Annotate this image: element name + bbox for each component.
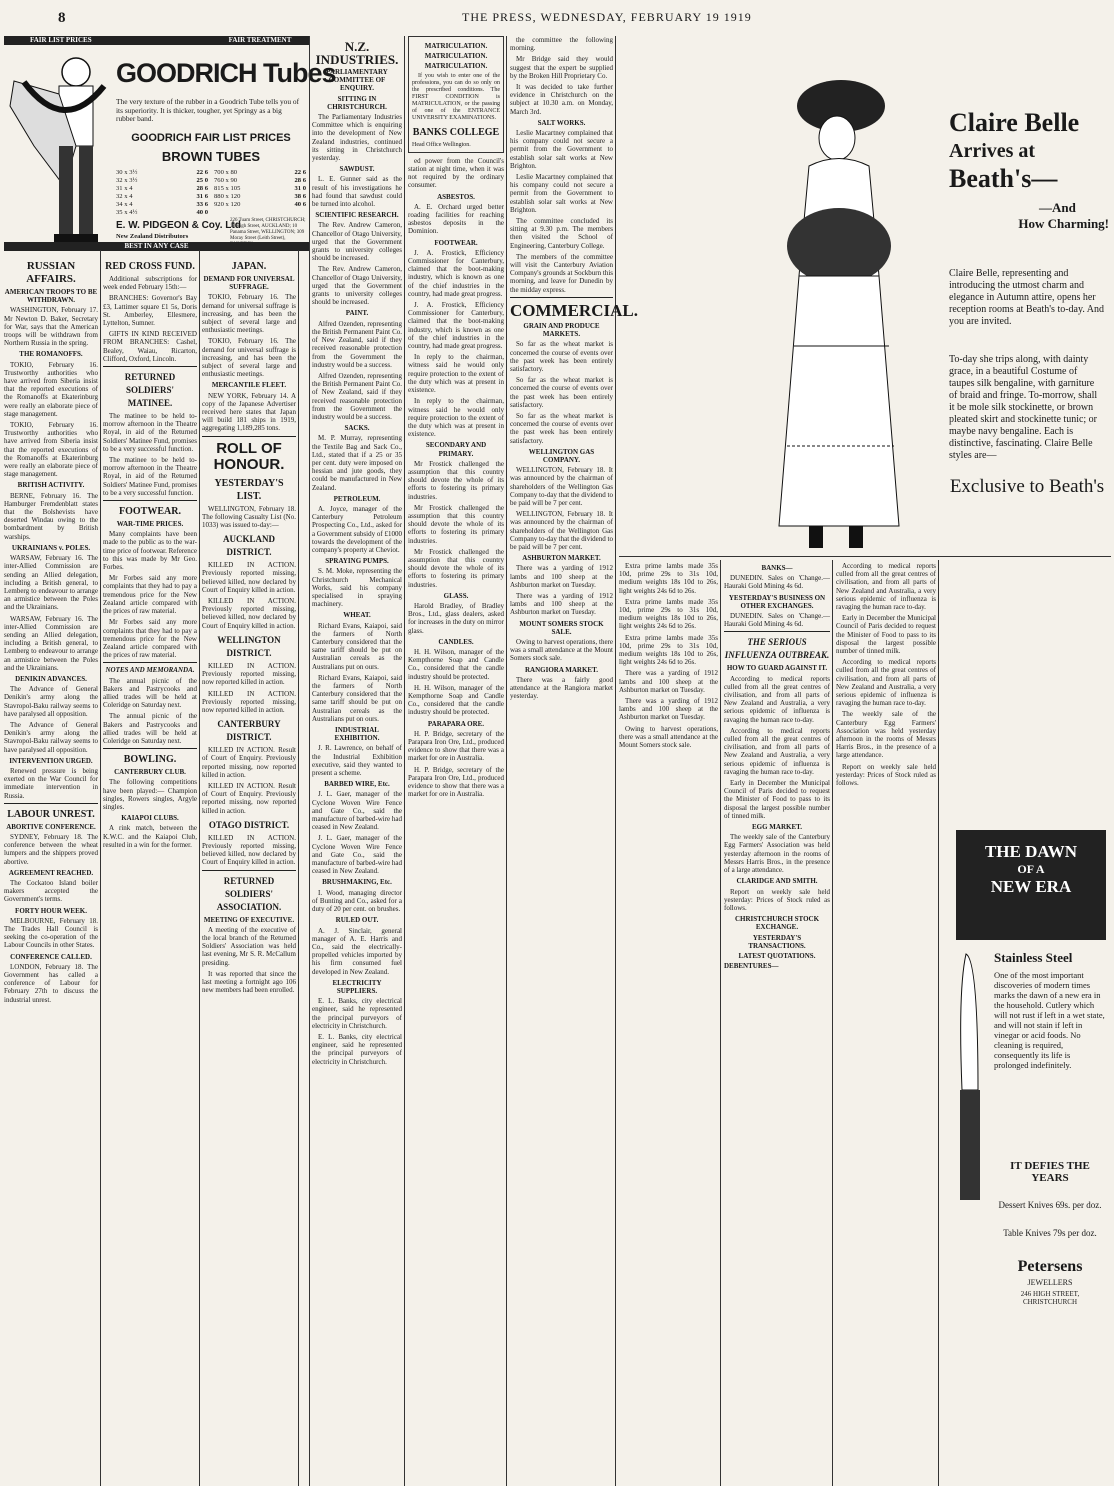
tag-and: —And (1039, 200, 1076, 215)
beaths-ad (619, 36, 1111, 556)
bowling-subhead: KAIAPOI CLUBS. (121, 814, 179, 823)
middle-subhead: FOOTWEAR. (434, 238, 478, 247)
goodrich-body: The very texture of the rubber in a Goodrich Tube tells you of its superiority. It is thicker, tougher, yet Springy as a big rubber band. (116, 97, 300, 124)
dawn-line: THE DAWN (984, 842, 1078, 861)
nz-subhead: WHEAT. (343, 611, 371, 620)
right-para: The members of the committee will visit the Canterbury Aviation Company's grounds at Sockburn this morning, and leave for Dunedin by the midday express. (510, 252, 613, 294)
debentures-head: DEBENTURES— (724, 962, 779, 971)
roll-para: KILLED IN ACTION. Previously reported missing, believed killed, now declared by Court of Enquiry killed in action. (202, 561, 296, 594)
beaths-body2: To-day she trips along, with dainty grace, in a beautiful Costume of taupes silk bengaline, with garniture of braid and fringe. To-morrow, shall it be mole silk stockinette, or brown pleated skirt and stockinette tunic; or maybe navy bengaline. Each is distinctive, fascinating. Claire Belle styles are— (949, 354, 1098, 461)
cyclist-illustration (4, 46, 116, 246)
russian-subhead: INTERVENTION URGED. (9, 756, 93, 765)
tag-charming: How Charming! (1018, 216, 1109, 231)
tube-size: 880 x 120 (214, 193, 241, 200)
tube-price: 38 6 (294, 193, 306, 200)
rsa-subhead: MEETING OF EXECUTIVE. (203, 915, 295, 924)
russian-subhead: FORTY HOUR WEEK. (15, 906, 87, 915)
influenza-column (836, 562, 936, 1482)
tube-size: 31 x 4 (116, 185, 133, 192)
japan-para: TOKIO, February 16. The demand for universal suffrage is increasing, and has been the subject of several large and enthusiastic meetings. (202, 293, 296, 335)
price-table-mm (214, 169, 306, 209)
tube-price: 31 6 (196, 193, 208, 200)
nz-para: The Rev. Andrew Cameron, Chancellor of Otago University, urged that the Government grants to university colleges should be increased. (312, 265, 402, 307)
right-para: So far as the wheat market is concerned the course of events over the past week has been entirely satisfactory. (510, 376, 613, 409)
tube-size: 815 x 105 (214, 185, 241, 192)
middle-para: H. P. Bridge, secretary of the Parapara Iron Ore, Ltd., produced evidence to show that there was a market for ore in Australia. (408, 729, 504, 763)
petersens-name: Petersens (1017, 1258, 1083, 1275)
russian-para: The Advance of General Denikin's army along the Stavropol-Baku railway seems to have paralysed all opposition. (4, 685, 98, 718)
influenza-head: THE SERIOUS INFLUENZA OUTBREAK. (724, 637, 830, 661)
bowling-subhead: CANTERBURY CLUB. (114, 768, 186, 777)
labour-unrest-head: LABOUR UNREST. (7, 808, 95, 820)
footwear-para: Mr Forbes said any more complaints that they had to pay a tremendous price for the New Zealand article compared with the prices of raw material. (103, 574, 197, 616)
nz-subhead: SCIENTIFIC RESEARCH. (315, 211, 399, 220)
goodrich-ad (4, 36, 336, 252)
ad-line: MATRICULATION. (424, 62, 488, 71)
right-para: The committee concluded its sitting at 9.30 p.m. The members then visited the School of Engineering, Canterbury College. (510, 217, 613, 250)
price-row (116, 201, 208, 209)
right-para: It was decided to take further evidence in Christchurch on the subject at 10.30 a.m. on Monday, March 3rd. (510, 83, 613, 116)
nz-subhead: SACKS. (344, 424, 370, 433)
nz-para: A. Joyce, manager of the Canterbury Petroleum Prospecting Co., Ltd., asked for a Government subsidy of £1000 towards the development of the company's property at Cheviot. (312, 504, 402, 554)
russian-para: TOKIO, February 16. Trustworthy authorities who have arrived from Siberia insist that the reported executions of the Romanoffs at Ekaterinburg were really an elaborate piece of stage management. (4, 360, 98, 418)
beaths-body: Claire Belle, representing and introducing the utmost charm and elegance in Autumn attire, opens her reception rooms at Beath's to-day. And you are invited. (949, 268, 1105, 327)
arrives-text: Arrives at (949, 140, 1036, 162)
market-para: Extra prime lambs made 35s 10d, prime 29s to 31s 10d, medium weights 18s 10d to 26s, light weights 24s 6d to 26s. (619, 597, 718, 631)
tube-size: 32 x 4 (116, 193, 133, 200)
japan-head: JAPAN. (231, 261, 267, 272)
district-head: OTAGO DISTRICT. (208, 819, 290, 830)
tube-size: 920 x 120 (214, 201, 241, 208)
matinee-head: RETURNED SOLDIERS' MATINEE. (124, 372, 176, 409)
middle-para: H. P. Bridge, secretary of the Parapara Iron Ore, Ltd., produced evidence to show that there was a market for ore in Australia. (408, 765, 504, 799)
russian-subhead: DENIKIN ADVANCES. (15, 674, 87, 683)
nz-subhead: RULED OUT. (335, 916, 379, 925)
middle-para: In reply to the chairman, witness said he would only require protection to the extent of the duty which was at present in existence. (408, 353, 504, 395)
right-para: There was a fairly good attendance at the Rangiora market yesterday. (510, 675, 613, 701)
russian-affairs-column (4, 256, 98, 1484)
russian-subhead: ABORTIVE CONFERENCE. (6, 822, 96, 831)
right-para: the committee the following morning. (510, 36, 613, 53)
nz-industries-column (312, 36, 402, 1484)
nz-subhead: PAINT. (345, 309, 369, 318)
japan-column (202, 256, 296, 1484)
stainless-body: One of the most important discoveries of modern times marks the dawn of a new era in the household. Cutlery which will not rust if left in a wet state, and will not stain if left in vinegar or acid foods. No cleaning is required, consequently its life is prolonged indefinitely. (994, 970, 1105, 1070)
influenza-para: According to medical reports culled from all the great centres of civilisation, and from all parts of New Zealand and Australia, a very serious epidemic of influenza is ravaging the human race to-day. (724, 674, 830, 724)
page-number: 8 (58, 10, 66, 26)
ad-office: Head Office Wellington. (412, 141, 471, 148)
right-para: There was a yarding of 1912 lambs and 100 sheep at the Ashburton market on Tuesday. (510, 591, 613, 617)
footwear-head: FOOTWEAR. (119, 506, 181, 518)
tube-price: 33 6 (196, 201, 208, 208)
beaths-store: Beath's— (949, 164, 1058, 193)
middle-para: Mr Frostick challenged the assumption that this country should devote the whole of its efforts to fostering its primary industries. (408, 503, 504, 545)
red-cross-para: GIFTS IN KIND RECEIVED FROM BRANCHES: Cashel, Bealey, Waiau, Ricarton, Clifford, Oxford, Lincoln. (103, 330, 197, 363)
fair-list-banner: FAIR LIST PRICES (30, 36, 92, 44)
table-price: Table Knives 79s per doz. (1003, 1228, 1097, 1238)
price-row (116, 209, 208, 217)
tube-price: 40 0 (196, 209, 208, 216)
roll-para: KILLED IN ACTION. Previously reported missing, now reported killed in action. (202, 689, 296, 714)
defies-years: IT DEFIES THE YEARS (1010, 1160, 1090, 1184)
tube-size: 760 x 90 (214, 177, 238, 184)
ad-line: MATRICULATION. (424, 42, 488, 50)
banks-head: BANKS— (761, 564, 793, 572)
footwear-para: Many complaints have been made to the public as to the war-time price of footwear. Reference to this was made by Mr Geo. Forbes. (103, 530, 197, 572)
rsa-para: It was reported that since the last meeting a fortnight ago 106 new members had been enrolled. (202, 969, 296, 995)
district-head: AUCKLAND DISTRICT. (222, 534, 275, 558)
notes-para: The annual picnic of the Bakers and Pastrycooks and allied trades will be held at Coleridge on Saturday next. (103, 712, 197, 745)
claridge-para: Report on weekly sale held yesterday: Prices of Stock ruled as follows. (724, 887, 830, 912)
market-para: Owing to harvest operations, there was a small attendance at the Mount Somers stock sale. (619, 724, 718, 750)
fashion-illustration (749, 46, 929, 556)
influenza-para: Early in December the Municipal Council of Paris decided to request the Minister of Food to pass to its disposal the largest possible number of tinned milk. (836, 614, 936, 656)
right-para: WELLINGTON, February 18. It was announced by the chairman of shareholders of the Wellington Gas Company to-day that the dividend to be paid will be 7 per cent. (510, 510, 613, 551)
russian-para: WASHINGTON, February 17. Mr Newton D. Baker, Secretary for War, says that the American troops will be withdrawn from Northern Russia in the spring. (4, 306, 98, 348)
ad-college-name: BANKS COLLEGE (412, 126, 500, 138)
nz-para: E. L. Banks, city electrical engineer, said he represented the principal purveyors of electricity in Christchurch. (312, 1032, 402, 1066)
red-cross-column (103, 256, 197, 1484)
influenza-para: According to medical reports culled from all the great centres of civilisation, and from all parts of New Zealand and Australia, a very serious epidemic of influenza is ravaging the human race to-day. (836, 658, 936, 708)
red-cross-para: BRANCHES: Governor's Bay £3, Lattimer square £1 5s, Doris St. Amberley, Ellesmere, Lyttelton, Sumner. (103, 294, 197, 328)
middle-subhead: SECONDARY AND PRIMARY. (425, 441, 487, 458)
goodrich-headline: GOODRICH Tubes (116, 58, 336, 88)
claridge-para: Report on weekly sale held yesterday: Prices of Stock ruled as follows. (836, 762, 936, 788)
goodrich-price-head: GOODRICH FAIR LIST PRICES (131, 132, 291, 144)
matinee-para: The matinee to be held to-morrow afternoon in the Theatre Royal, in aid of the Returned Soldiers' Matinee Fund, promises to be a very successful function. (103, 412, 197, 453)
middle-para: Mr Frostick challenged the assumption that this country should devote the whole of its efforts to fostering its primary industries. (408, 547, 504, 589)
roll-of-honour-head: ROLL OF HONOUR. (213, 439, 285, 473)
russian-para: SYDNEY, February 18. The conference between the wheat lumpers and the shippers proved abortive. (4, 832, 98, 866)
russian-head: RUSSIAN AFFAIRS. (26, 260, 76, 285)
middle-para: ed power from the Council's station at night time, when it was not required by the ordinary consumer. (408, 156, 504, 190)
stainless-steel-ad (942, 830, 1110, 1480)
price-row (116, 193, 208, 201)
nz-para: Alfred Ozenden, representing the British Permanent Paint Co. of New Zealand, said if they received reasonable protection from the Government the industry would be a success. (312, 371, 402, 421)
right-para: Leslie Macartney complained that his company could not secure a permit from the Government to establish solar salt works at New Brighton. (510, 129, 613, 170)
nz-para: Richard Evans, Kaiapoi, said the farmers of North Canterbury considered that the same tariff should be put on Australian cereals as the Australians put on ours. (312, 621, 402, 671)
price-row (214, 193, 306, 201)
commercial-head: COMMERCIAL. (510, 300, 638, 320)
exclusive-tag: Exclusive to Beath's (949, 476, 1105, 497)
tube-price: 40 6 (294, 201, 306, 208)
tube-price: 22 6 (294, 169, 306, 176)
red-cross-head: RED CROSS FUND. (105, 261, 195, 272)
right-subhead: SALT WORKS. (537, 118, 586, 127)
exchange-column (724, 562, 830, 1482)
footwear-subhead: WAR-TIME PRICES. (116, 520, 184, 529)
middle-para: J. A. Frostick, Efficiency Commissioner for Canterbury, claimed that the boot-making industry, which is known as one of the chief industries in the country, had made great progress. (408, 301, 504, 351)
middle-para: Harold Bradley, of Bradley Bros., Ltd., glass dealers, asked for increases in the duty on mirror glass. (408, 601, 504, 635)
dessert-price: Dessert Knives 69s. per doz. (998, 1200, 1102, 1210)
nz-subhead: SPRAYING PUMPS. (325, 557, 389, 566)
nz-para: The Parliamentary Industries Committee which is enquiring into the development of New Zealand industries, continued its sitting in Christchurch yesterday. (312, 113, 402, 163)
russian-para: The Cockatoo Island boiler makers accepted the Government's terms. (4, 879, 98, 904)
distributor-sub: New Zealand Distributors (116, 233, 189, 240)
russian-subhead: CONFERENCE CALLED. (10, 952, 92, 961)
nz-para: Richard Evans, Kaiapoi, said the farmers of North Canterbury considered that the same tariff should be put on Australian cereals as the Australians put on ours. (312, 673, 402, 723)
nz-para: E. L. Banks, city electrical engineer, said he represented the principal purveyors of electricity in Christchurch. (312, 997, 402, 1030)
dawn-banner (956, 830, 1106, 940)
russian-para: BERNE, February 16. The Hamburger Fremdenblatt states that the Bolshevists have deserted Windau owing to the bombardment by British warships. (4, 491, 98, 541)
ad-line: MATRICULATION. (424, 52, 488, 61)
nz-para: M. P. Murray, representing the Textile Bag and Sack Co., Ltd., stated that if a 25 or 35 per cent. duty were imposed on hessian and jute goods, they could be manufactured in New Zealand. (312, 434, 402, 492)
tube-size: 32 x 3½ (116, 177, 138, 184)
russian-para: TOKIO, February 16. Trustworthy authorities who have arrived from Siberia insist that the reported executions of the Romanoffs at Ekaterinburg were really an elaborate piece of stage management. (4, 421, 98, 479)
ad-body: If you wish to enter one of the professions, you can do so only on the prescribed conditions. The FIRST CONDITION is MATRICULATION, or the passing of one of the ENTRANCE UNIVERSITY EXAMINATIONS. (412, 72, 500, 121)
tube-price: 22 6 (196, 169, 208, 176)
egg-head: EGG MARKET. (751, 823, 803, 832)
exchange-para: DUNEDIN. Sales on 'Change.—Hauraki Gold Mining 4s 6d. (724, 612, 830, 629)
right-para: So far as the wheat market is concerned the course of events over the past week has been entirely satisfactory. (510, 340, 613, 373)
influenza-subhead: HOW TO GUARD AGAINST IT. (726, 664, 828, 673)
exchange-para: DUNEDIN. Sales on 'Change.—Hauraki Gold Mining 4s 6d. (724, 574, 830, 591)
banks-college-ad (408, 36, 504, 153)
right-para: Leslie Macartney complained that his company could not secure a permit from the Government to establish solar salt works at New Brighton. (510, 173, 613, 214)
exchange-subhead: YESTERDAY'S BUSINESS ON OTHER EXCHANGES. (728, 593, 826, 610)
distributor-addresses: 226 Tuam Street, CHRISTCHURCH; 18 High Street, AUCKLAND; 10 Panama Street, WELLINGTON; 309 Moray Street (Leith Street), (230, 218, 306, 241)
russian-subhead: AGREEMENT REACHED. (8, 868, 94, 877)
bowling-para: A rink match, between the K.W.C. and the Kaiapoi Club, resulted in a win for the former. (103, 824, 197, 849)
footwear-para: Mr Forbes said any more complaints that they had to pay a tremendous price for the New Zealand article compared with the prices of raw material. (103, 618, 197, 660)
japan-subhead: MERCANTILE FLEET. (211, 381, 287, 390)
district-head: CANTERBURY DISTRICT. (217, 719, 281, 743)
right-subhead: GRAIN AND PRODUCE MARKETS. (523, 321, 600, 339)
nz-subhead: ELECTRICITY SUPPLIERS. (332, 978, 382, 995)
roll-para: KILLED IN ACTION. Previously reported missing, now reported killed in action. (202, 661, 296, 687)
nz-para: J. L. Gaer, manager of the Cyclone Woven Wire Fence and Gate Co., said the manufacture of barbed-wire had ceased in New Zealand. (312, 790, 402, 832)
egg-para: The weekly sale of the Canterbury Egg Farmers' Association was held yesterday afternoon in the rooms of Messrs Harris Bros., in the presence of a large attendance. (836, 710, 936, 760)
distributor-name: E. W. PIDGEON & Coy. Ltd (116, 220, 241, 231)
market-para: Extra prime lambs made 35s 10d, prime 29s to 31s 10d, medium weights 18s 10d to 26s, light weights 24s 6d to 26s. (619, 562, 718, 595)
stainless-head: Stainless Steel (994, 950, 1073, 965)
tube-size: 35 x 4½ (116, 209, 138, 216)
roll-para: KILLED IN ACTION. Result of Court of Enquiry. Previously reported missing, now reported killed in action. (202, 746, 296, 779)
jewellers-label: JEWELLERS (1027, 1278, 1073, 1287)
price-row (214, 201, 306, 209)
price-row (214, 169, 306, 177)
notes-head: NOTES AND MEMORANDA. (105, 666, 195, 675)
nz-para: Alfred Ozenden, representing the British Permanent Paint Co. of New Zealand, said if they received reasonable protection from the Government the industry would be a success. (312, 319, 402, 369)
district-head: WELLINGTON DISTRICT. (217, 634, 281, 658)
fair-treatment-banner: FAIR TREATMENT (210, 36, 310, 45)
nz-subhead: SAWDUST. (339, 165, 375, 174)
middle-para: H. H. Wilson, manager of the Kempthorne Soap and Candle Co., considered that the candle industry should be protected. (408, 647, 504, 681)
price-row (214, 185, 306, 193)
russian-subhead: BRITISH ACTIVITY. (17, 481, 85, 490)
influenza-para: According to medical reports culled from all the great centres of civilisation, and from all parts of New Zealand and Australia, a very serious epidemic of influenza is ravaging the human race to-day. (836, 562, 936, 612)
nz-para: J. R. Lawrence, on behalf of the Industrial Exhibition executive, said they wanted to present a scheme. (312, 744, 402, 778)
nz-subhead: SITTING IN CHRISTCHURCH. (327, 94, 387, 111)
russian-subhead: AMERICAN TROOPS TO BE WITHDRAWN. (4, 288, 98, 305)
middle-para: Mr Frostick challenged the assumption that this country should devote the whole of its efforts to fostering its primary industries. (408, 459, 504, 501)
russian-para: Renewed pressure is being exerted on the War Council for immediate intervention in Russia. (4, 766, 98, 800)
nz-subhead: PARLIAMENTARY COMMITTEE OF ENQUIRY. (326, 68, 388, 93)
tube-size: 30 x 3½ (116, 169, 138, 176)
right-subhead: ASHBURTON MARKET. (522, 554, 601, 563)
russian-para: LONDON, February 18. The Government has called a conference of Labour for February 27th to discuss the industrial unrest. (4, 962, 98, 1004)
roll-para: KILLED IN ACTION. Previously reported missing, believed killed, now declared by Court of Enquiry killed in action. (202, 597, 296, 630)
russian-para: WARSAW, February 16. The inter-Allied Commission are sending an Allied delegation, including a British general, to Lemberg to endeavour to arrange an armistice between the Poles and the Ukrainians. (4, 554, 98, 612)
russian-subhead: UKRAINIANS v. POLES. (11, 543, 91, 552)
claire-belle-headline: Claire Belle (949, 108, 1080, 137)
notes-para: The annual picnic of the Bakers and Pastrycooks and allied trades will be held at Coleridge on Saturday next. (103, 676, 197, 710)
tube-size: 700 x 80 (214, 169, 238, 176)
middle-para: J. A. Frostick, Efficiency Commissioner for Canterbury, claimed that the boot-making industry, which is known as one of the chief industries in the country, had made great progress. (408, 248, 504, 298)
middle-para: H. H. Wilson, manager of the Kempthorne Soap and Candle Co., considered that the candle industry should be protected. (408, 683, 504, 717)
nz-para: The Rev. Andrew Cameron, Chancellor of Otago University, urged that the Government grants to university colleges should be increased. (312, 221, 402, 263)
red-cross-para: Additional subscriptions for week ended February 15th:— (103, 275, 197, 292)
price-row (116, 177, 208, 185)
middle-para: In reply to the chairman, witness said he would only require protection to the extent of the duty which was at present in existence. (408, 397, 504, 439)
middle-subhead: PARAPARA ORE. (427, 719, 485, 728)
latest-quotes-head: LATEST QUOTATIONS. (738, 951, 816, 960)
nz-para: I. Wood, managing director of Bunting and Co., asked for a duty of 20 per cent. on brushes. (312, 888, 402, 914)
knife-illustration (948, 950, 992, 1210)
best-in-any-case-banner: BEST IN ANY CASE (4, 242, 309, 251)
middle-column (408, 36, 504, 1484)
price-row (116, 185, 208, 193)
price-row (116, 169, 208, 177)
nz-subhead: INDUSTRIAL EXHIBITION. (334, 726, 380, 743)
markets-column (619, 562, 718, 1482)
roll-para: WELLINGTON, February 18. The following Casualty List (No. 1033) was issued to-day:— (202, 504, 296, 530)
middle-subhead: CANDLES. (438, 637, 474, 646)
roll-para: KILLED IN ACTION. Previously reported missing, believed killed, now declared by Court of Enquiry killed in action. (202, 833, 296, 867)
tube-price: 28 6 (196, 185, 208, 192)
russian-subhead: THE ROMANOFFS. (19, 350, 83, 359)
nz-para: A. J. Sinclair, general manager of A. E. Harris and Co., said the electrically-propelled vehicles imported by his firm consumed fuel developed in New Zealand. (312, 926, 402, 976)
claridge-head: CLARIDGE AND SMITH. (736, 877, 818, 886)
exchange-head: CHRISTCHURCH STOCK EXCHANGE. (734, 915, 820, 932)
japan-subhead: DEMAND FOR UNIVERSAL SUFFRAGE. (203, 275, 295, 292)
russian-para: The Advance of General Denikin's army along the Stavropol-Baku railway seems to have paralysed all opposition. (4, 720, 98, 754)
tube-price: 25 0 (196, 177, 208, 184)
japan-para: NEW YORK, February 14. A copy of the Japanese Advertiser received here states that Japan will build 181 ships in 1919, aggregating 1,189,285 tons. (202, 391, 296, 433)
egg-para: The weekly sale of the Canterbury Egg Farmers' Association was held yesterday afternoon in the rooms of Messrs Harris Bros., in the presence of a large attendance. (724, 833, 830, 875)
masthead (0, 0, 1114, 30)
exchange-subhead: YESTERDAY'S TRANSACTIONS. (748, 933, 806, 950)
right-subhead: MOUNT SOMERS STOCK SALE. (519, 619, 604, 636)
bowling-head: BOWLING. (123, 754, 177, 766)
market-para: There was a yarding of 1912 lambs and 100 sheep at the Ashburton market on Tuesday. (619, 669, 718, 694)
nz-para: S. M. Moke, representing the Christchurch Mechanical Works, said his company specialised in spraying machinery. (312, 567, 402, 609)
influenza-para: According to medical reports culled from all the great centres of civilisation, and from all parts of New Zealand and Australia, a very serious epidemic of influenza is ravaging the human race to-day. (724, 726, 830, 776)
influenza-para: Early in December the Municipal Council of Paris decided to request the Minister of Food to pass to its disposal the largest possible number of tinned milk. (724, 779, 830, 820)
middle-subhead: ASBESTOS. (437, 192, 475, 201)
rsa-head: RETURNED SOLDIERS' ASSOCIATION. (216, 875, 282, 912)
dawn-line: OF A (1017, 862, 1045, 876)
right-para: Owing to harvest operations, there was a small attendance at the Mount Somers stock sale. (510, 638, 613, 663)
middle-subhead: GLASS. (443, 591, 469, 600)
nz-subhead: PETROLEUM. (333, 494, 381, 503)
petersens-address: 246 HIGH STREET, CHRISTCHURCH (1020, 1290, 1080, 1306)
price-row (214, 177, 306, 185)
nz-industries-head: N.Z. INDUSTRIES. (315, 39, 399, 67)
russian-para: WARSAW, February 16. The inter-Allied Commission are sending an Allied delegation, including a British general, to Lemberg to endeavour to arrange an armistice between the Poles and the Ukrainians. (4, 614, 98, 672)
right-para: So far as the wheat market is concerned the course of events over the past week has been entirely satisfactory. (510, 411, 613, 445)
nz-subhead: BRUSHMAKING, Etc. (322, 878, 392, 887)
dawn-line: NEW ERA (990, 877, 1072, 896)
right-subhead: WELLINGTON GAS COMPANY. (528, 447, 595, 464)
nz-para: L. E. Gunner said as the result of his investigations he had found that sawdust could be turned into alcohol. (312, 175, 402, 209)
japan-para: TOKIO, February 16. The demand for universal suffrage is increasing, and has been the subject of several large and enthusiastic meetings. (202, 337, 296, 379)
nz-subhead: BARBED WIRE, Etc. (324, 780, 390, 789)
market-para: There was a yarding of 1912 lambs and 100 sheep at the Ashburton market on Tuesday. (619, 697, 718, 722)
bowling-para: The following competitions have been played:— Champion singles, Rowers singles, Argyle singles. (103, 778, 197, 811)
roll-para: KILLED IN ACTION. Result of Court of Enquiry. Previously reported missing, now reported killed in action. (202, 781, 296, 815)
tube-price: 31 0 (294, 185, 306, 192)
price-table-inches (116, 169, 208, 217)
nz-para: J. L. Gaer, manager of the Cyclone Woven Wire Fence and Gate Co., said the manufacture of barbed-wire had ceased in New Zealand. (312, 834, 402, 876)
right-subhead: RANGIORA MARKET. (525, 665, 598, 674)
goodrich-price-sub: BROWN TUBES (161, 149, 261, 164)
middle-para: A. E. Orchard urged better roading facilities for reaching asbestos deposits in the Dominion. (408, 202, 504, 236)
roll-subhead: YESTERDAY'S LIST. (214, 477, 284, 502)
tube-price: 28 6 (294, 177, 306, 184)
russian-para: MELBOURNE, February 18. The Trades Hall Council is seeking the co-operation of the Labour Councils in other States. (4, 916, 98, 950)
matinee-para: The matinee to be held to-morrow afternoon in the Theatre Royal, in aid of the Returned Soldiers' Matinee Fund, promises to be a very successful function. (103, 456, 197, 497)
commercial-column (510, 36, 638, 1484)
tube-size: 34 x 4 (116, 201, 133, 208)
right-para: WELLINGTON, February 18. It was announced by the chairman of shareholders of the Wellington Gas Company to-day that the dividend to be paid will be 7 per cent. (510, 466, 613, 507)
right-para: There was a yarding of 1912 lambs and 100 sheep at the Ashburton market on Tuesday. (510, 564, 613, 589)
rsa-para: A meeting of the executive of the local branch of the Returned Soldiers' Association was held last evening, Mr S. R. McCallum presiding. (202, 925, 296, 967)
paper-title: THE PRESS, WEDNESDAY, FEBRUARY 19 1919 (462, 10, 752, 24)
right-para: Mr Bridge said they would suggest that the expert be supplied by the Broken Hill Proprietary Co. (510, 55, 613, 80)
market-para: Extra prime lambs made 35s 10d, prime 29s to 31s 10d, medium weights 18s 10d to 26s, light weights 24s 6d to 26s. (619, 633, 718, 667)
